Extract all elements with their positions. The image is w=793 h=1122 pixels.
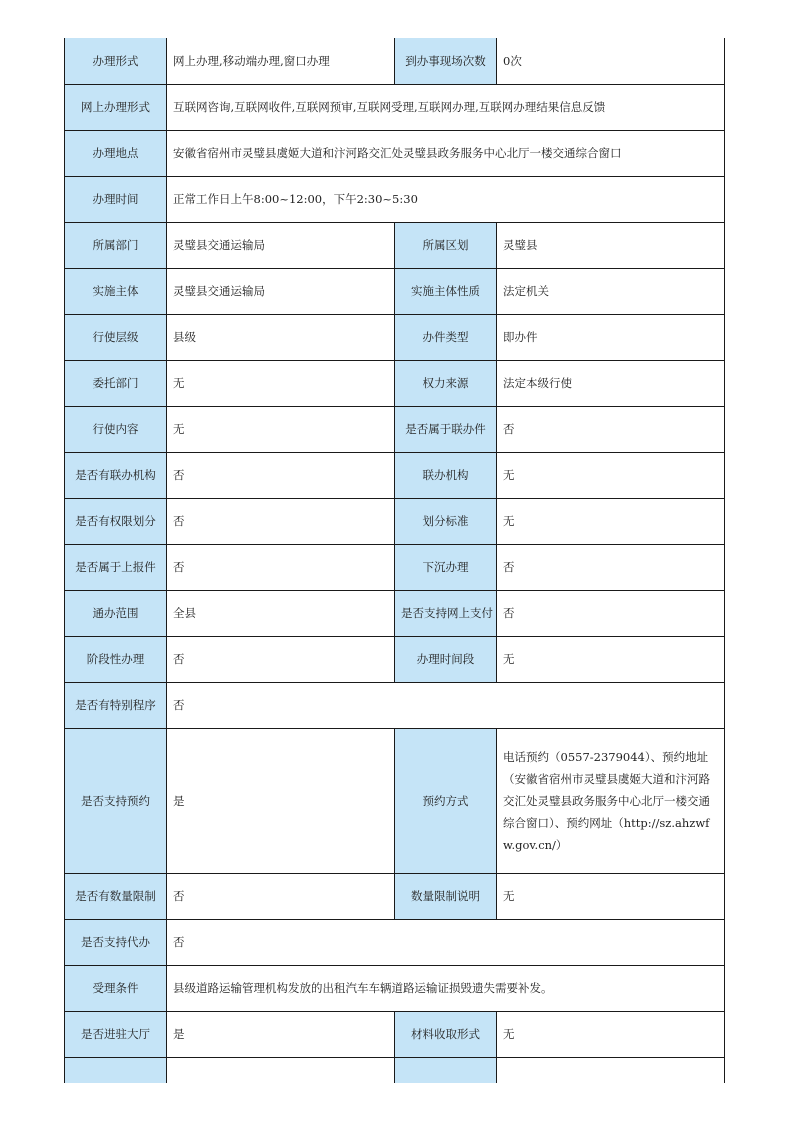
value-cell: 灵璧县交通运输局 [167, 222, 395, 268]
value-cell: 全县 [167, 590, 395, 636]
value-cell: 否 [167, 873, 395, 919]
table-row [65, 636, 725, 682]
label-cell: 办理形式 [65, 38, 167, 84]
table-row [65, 130, 725, 176]
value-cell: 法定机关 [497, 268, 725, 314]
value-cell: 无 [167, 360, 395, 406]
table-row [65, 38, 725, 84]
value-cell: 县级 [167, 314, 395, 360]
label-cell: 委托部门 [65, 360, 167, 406]
label-cell: 受理条件 [65, 965, 167, 1011]
value-cell: 否 [167, 919, 725, 965]
label-cell: 是否支持预约 [65, 728, 167, 873]
table-row [65, 222, 725, 268]
label-cell: 材料收取形式 [395, 1011, 497, 1057]
value-cell: 互联网咨询,互联网收件,互联网预审,互联网受理,互联网办理,互联网办理结果信息反馈 [167, 84, 725, 130]
label-cell: 行使层级 [65, 314, 167, 360]
value-cell: 否 [167, 498, 395, 544]
label-cell: 办理地点 [65, 130, 167, 176]
value-cell: 即办件 [497, 314, 725, 360]
label-cell: 实施主体性质 [395, 268, 497, 314]
label-cell: 办件类型 [395, 314, 497, 360]
table-row [65, 873, 725, 919]
label-cell: 是否进驻大厅 [65, 1011, 167, 1057]
table-row [65, 544, 725, 590]
table-row [65, 919, 725, 965]
table-row [65, 965, 725, 1011]
label-cell: 所属部门 [65, 222, 167, 268]
service-info-table [64, 38, 725, 1083]
label-cell: 是否有联办机构 [65, 452, 167, 498]
label-cell: 是否支持代办 [65, 919, 167, 965]
label-cell: 数量限制说明 [395, 873, 497, 919]
label-cell: 权力来源 [395, 360, 497, 406]
label-cell: 是否有数量限制 [65, 873, 167, 919]
table-row [65, 84, 725, 130]
label-cell [395, 1057, 497, 1083]
label-cell: 办理时间段 [395, 636, 497, 682]
label-cell: 划分标准 [395, 498, 497, 544]
value-cell: 灵璧县交通运输局 [167, 268, 395, 314]
label-cell: 实施主体 [65, 268, 167, 314]
label-cell: 网上办理形式 [65, 84, 167, 130]
value-cell: 安徽省宿州市灵璧县虞姬大道和汴河路交汇处灵璧县政务服务中心北厅一楼交通综合窗口 [167, 130, 725, 176]
value-cell: 否 [167, 452, 395, 498]
table-row [65, 590, 725, 636]
value-cell [167, 1057, 395, 1083]
value-cell: 灵璧县 [497, 222, 725, 268]
value-cell: 无 [167, 406, 395, 452]
value-cell: 无 [497, 452, 725, 498]
value-cell: 否 [167, 682, 725, 728]
table-row [65, 1057, 725, 1083]
value-cell: 网上办理,移动端办理,窗口办理 [167, 38, 395, 84]
value-cell: 否 [497, 590, 725, 636]
table-row [65, 452, 725, 498]
value-cell: 否 [167, 636, 395, 682]
value-cell [497, 1057, 725, 1083]
label-cell: 联办机构 [395, 452, 497, 498]
table-row [65, 498, 725, 544]
value-cell: 法定本级行使 [497, 360, 725, 406]
label-cell: 是否有权限划分 [65, 498, 167, 544]
label-cell: 办理时间 [65, 176, 167, 222]
label-cell: 是否支持网上支付 [395, 590, 497, 636]
table-row [65, 682, 725, 728]
value-cell: 正常工作日上午8:00~12:00，下午2:30~5:30 [167, 176, 725, 222]
value-cell: 无 [497, 498, 725, 544]
value-cell: 否 [167, 544, 395, 590]
appointment-method-cell: 电话预约（0557-2379044）、预约地址（安徽省宿州市灵璧县虞姬大道和汴河路交汇处灵璧县政务服务中心北厅一楼交通综合窗口）、预约网址（http://sz.ahzwfw.gov.cn/） [497, 728, 725, 873]
label-cell: 到办事现场次数 [395, 38, 497, 84]
label-cell [65, 1057, 167, 1083]
table-row [65, 728, 725, 873]
table-row [65, 360, 725, 406]
table-row [65, 406, 725, 452]
label-cell: 预约方式 [395, 728, 497, 873]
table-row [65, 268, 725, 314]
label-cell: 下沉办理 [395, 544, 497, 590]
label-cell: 阶段性办理 [65, 636, 167, 682]
table-row [65, 176, 725, 222]
value-cell: 县级道路运输管理机构发放的出租汽车车辆道路运输证损毁遗失需要补发。 [167, 965, 725, 1011]
value-cell: 否 [497, 406, 725, 452]
value-cell: 无 [497, 636, 725, 682]
value-cell: 是 [167, 728, 395, 873]
value-cell: 是 [167, 1011, 395, 1057]
value-cell: 无 [497, 873, 725, 919]
label-cell: 通办范围 [65, 590, 167, 636]
label-cell: 所属区划 [395, 222, 497, 268]
value-cell: 无 [497, 1011, 725, 1057]
label-cell: 是否属于联办件 [395, 406, 497, 452]
table-row [65, 1011, 725, 1057]
label-cell: 行使内容 [65, 406, 167, 452]
label-cell: 是否有特别程序 [65, 682, 167, 728]
value-cell: 0次 [497, 38, 725, 84]
label-cell: 是否属于上报件 [65, 544, 167, 590]
table-row [65, 314, 725, 360]
value-cell: 否 [497, 544, 725, 590]
